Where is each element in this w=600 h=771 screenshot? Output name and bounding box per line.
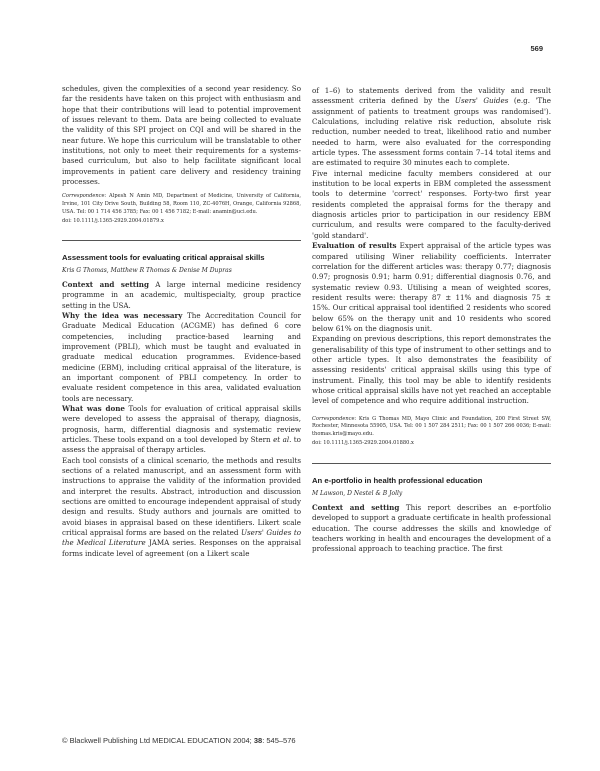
right-column (312, 86, 551, 555)
article-title: An e-portfolio in health professional education (312, 476, 483, 486)
doi-line: doi: 10.1111/j.1365-2929.2004.01879.x (62, 218, 164, 225)
body-paragraph: schedules, given the complexities of a second year residency. So far the residents have taken on this project with enthusiasm and hope that their contributions will lead to potential improvement of issues relevant to them. Data are being collected to evaluate the validity of this SPI project on CQI and will be shared in the near future. We hope this curriculum will be translatable to other institutions, not only to meet their requirements for a systems-based curriculum, but also to help facilitate significant local improvements in patient care delivery and residency training processes. (62, 84, 301, 187)
page-footer: © Blackwell Publishing Ltd MEDICAL EDUCATION 2004; 38: 545–576 (62, 736, 296, 745)
doi-line: doi: 10.1111/j.1365-2929.2004.01880.x (312, 440, 414, 447)
section-divider (312, 463, 551, 464)
body-paragraph: of 1–6) to statements derived from the validity and result assessment criteria defined by the Users' Guides (e.g. 'The assignment of patients to treatment groups was randomised'). Calculations, including relative risk reduction, absolute risk reduction, number needed to treat, likelihood ratio and number needed to harm, were also evaluated for the corresponding article types. The assessment forms contain 7–14 total items and are estimated to require 30 minutes each to complete. (312, 86, 551, 168)
page-number: 569 (530, 44, 543, 53)
correspondence-note: Correspondence: Kris G Thomas MD, Mayo Clinic and Foundation, 200 First Street SW, Rochester, Minnesota 55905, USA. Tel: 00 1 507 284 2511; Fax: 00 1 507 266 0036; E-mail: thomas.kris@mayo.edu. (312, 415, 551, 437)
evaluation-paragraph: Evaluation of results Expert appraisal of the article types was compared utilising Winer reliability coefficients. Interrater correlation for the different articles was: therapy 0.77; diagnosis 0.97; prognosis 0.91; harm 0.91; differential diagnosis 0.76, and systematic review 0.93. Utilising a mean of weighted scores, resident results were: therapy 87 ± 11% and diagnosis 75 ± 15%. Our critical appraisal tool identified 2 residents who scored below 65% on the therapy unit and 10 residents who scored below 61% on the diagnosis unit. (312, 241, 551, 333)
context-paragraph: Context and setting This report describes an e-portfolio developed to support a graduate certificate in health professional education. The course addresses the skills and knowledge of teachers working in health and encourages the development of a professional approach to teaching practice. The first (312, 503, 552, 554)
section-divider (62, 240, 301, 241)
body-paragraph: Five internal medicine faculty members considered at our institution to be local experts in EBM completed the assessment tools to determine 'correct' responses. Forty-two first year residents completed the appraisal forms for the therapy and diagnosis articles prior to participation in our residency EBM curriculum, and results were compared to the faculty-derived 'gold standard'. (312, 168, 551, 240)
correspondence-note: Correspondence: Alpesh N Amin MD, Department of Medicine, University of California, Irvine, 101 City Drive South, Building 58, Room 110, ZC-4076H, Orange, California 92868, USA. Tel: 00 1 714 456 3785; Fax: 00 1 456 7182; E-mail: anamin@uci.edu. (62, 193, 301, 215)
article-authors: M Lawson, D Nestel & B Jolly (312, 490, 403, 498)
context-paragraph: Context and setting A large internal medicine residency programme in an academic, multispecialty, group practice setting in the USA. (62, 279, 302, 310)
article-authors: Kris G Thomas, Matthew R Thomas & Denise M Dupras (62, 266, 232, 274)
why-paragraph: Why the idea was necessary The Accreditation Council for Graduate Medical Education (ACGME) has defined 6 core competencies, including practice-based learning and improvement (PBLI), which must be taught and evaluated in graduate medical education programmes. Evidence-based medicine (EBM), including critical appraisal of the literature, is an important component of PBLI competency. In order to evaluate resident competence in this area, validated evaluation tools are necessary. (62, 310, 301, 403)
article-title: Assessment tools for evaluating critical appraisal skills (62, 252, 265, 262)
done-paragraph: What was done Tools for evaluation of critical appraisal skills were developed to assess the appraisal of therapy, diagnosis, prognosis, harm, differential diagnosis and systematic review articles. These tools expand on a tool developed by Stern et al. to assess the appraisal of therapy articles. (62, 403, 301, 455)
body-paragraph: Expanding on previous descriptions, this report demonstrates the generalisability of this type of instrument to other settings and to other article types. It also demonstrates the feasibility of assessing residents' critical appraisal skills using this type of instrument. Finally, this tool may be able to identify residents whose critical appraisal skills have not yet reached an acceptable level of competence and who require additional instruction. (312, 334, 551, 406)
left-column (62, 84, 301, 559)
body-paragraph: Each tool consists of a clinical scenario, the methods and results sections of a related manuscript, and an assessment form with instructions to appraise the validity of the information provided and interpret the results. Abstract, introduction and discussion sections are omitted to encourage independent appraisal of study design and results. Study authors and journals are omitted to avoid biases in appraisal based on these identifiers. Likert scale critical appraisal forms are based on the related Users' Guides to the Medical Literature JAMA series. Responses on the appraisal forms indicate level of agreement (on a Likert scale (62, 455, 301, 558)
